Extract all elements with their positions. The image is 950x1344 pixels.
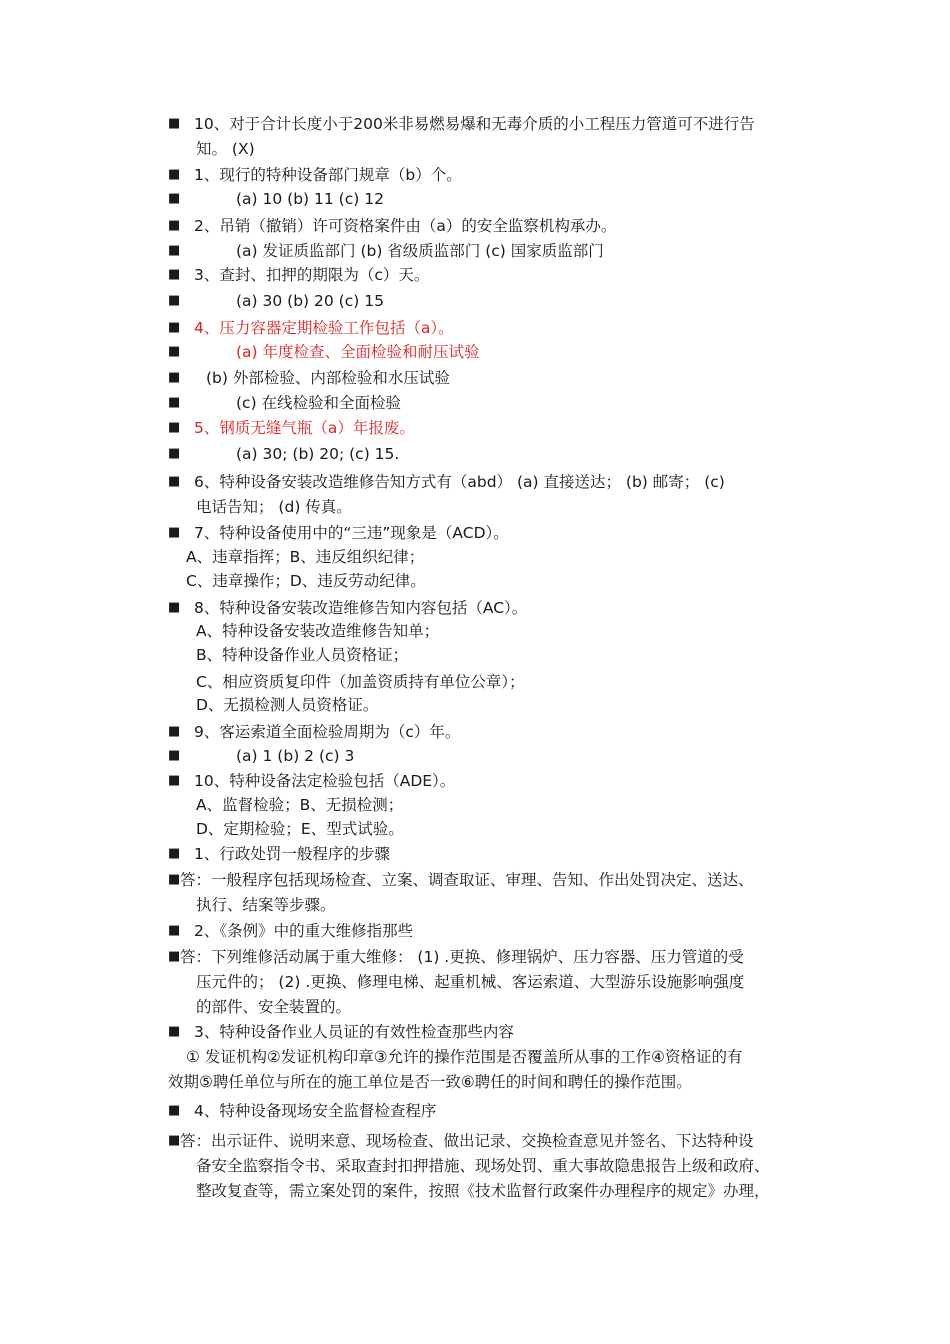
bullet-icon: ■ [168, 525, 181, 540]
options-text: (b) 外部检验、内部检验和水压试验 [206, 369, 450, 387]
question-text-highlighted: 4、压力容器定期检验工作包括（a）。 [194, 319, 454, 337]
question-text: 4、特种设备现场安全监督检查程序 [194, 1102, 437, 1120]
bullet-icon: ■ [168, 724, 181, 739]
question-text: 3、特种设备作业人员证的有效性检查那些内容 [194, 1023, 514, 1041]
continuation-text: 执行、结案等步骤。 [196, 896, 336, 914]
options-text: B、特种设备作业人员资格证； [196, 646, 409, 664]
continuation-text: 的部件、安全装置的。 [196, 998, 352, 1016]
bullet-icon: ■ [168, 218, 181, 233]
bullet-icon: ■ [168, 600, 181, 615]
options-text: (a) 10 (b) 11 (c) 12 [236, 190, 384, 208]
options-text: C、相应资质复印件（加盖资质持有单位公章）； [196, 673, 525, 691]
bullet-icon: ■ [168, 1133, 181, 1148]
options-text: D、定期检验；E、型式试验。 [196, 820, 404, 838]
continuation-text: 备安全监察指令书、采取查封扣押措施、现场处罚、重大事故隐患报告上级和政府、 [196, 1157, 770, 1175]
options-text: (a) 30; (b) 20; (c) 15. [236, 445, 400, 463]
question-text: 10、对于合计长度小于200米非易燃易爆和无毒介质的小工程压力管道可不进行告 [194, 115, 755, 133]
question-text: 1、行政处罚一般程序的步骤 [194, 845, 390, 863]
bullet-icon: ■ [168, 167, 181, 182]
options-text: (a) 发证质监部门 (b) 省级质监部门 (c) 国家质监部门 [236, 242, 604, 260]
answer-text: 答：下列维修活动属于重大维修： (1) .更换、修理锅炉、压力容器、压力管道的受 [180, 948, 744, 966]
bullet-icon: ■ [168, 748, 181, 763]
bullet-icon: ■ [168, 420, 181, 435]
question-text: 2、《条例》中的重大维修指那些 [194, 922, 414, 940]
bullet-icon: ■ [168, 872, 181, 887]
bullet-icon: ■ [168, 446, 181, 461]
options-text: (a) 1 (b) 2 (c) 3 [236, 747, 355, 765]
answer-text: ① 发证机构②发证机构印章③允许的操作范围是否覆盖所从事的工作④资格证的有 [186, 1048, 743, 1066]
question-text: 3、查封、扣押的期限为（c）天。 [194, 266, 430, 284]
question-text: 6、特种设备安装改造维修告知方式有（abd） (a) 直接送达； (b) 邮寄； (c) [194, 473, 725, 491]
bullet-icon: ■ [168, 773, 181, 788]
bullet-icon: ■ [168, 293, 181, 308]
bullet-icon: ■ [168, 1024, 181, 1039]
continuation-text: 知。 (X) [196, 140, 255, 158]
bullet-icon: ■ [168, 474, 181, 489]
question-text: 7、特种设备使用中的“三违”现象是（ACD）。 [194, 524, 509, 542]
question-text: 2、吊销（撤销）许可资格案件由（a）的安全监察机构承办。 [194, 217, 617, 235]
bullet-icon: ■ [168, 243, 181, 258]
question-text: 10、特种设备法定检验包括（ADE）。 [194, 772, 456, 790]
bullet-icon: ■ [168, 949, 181, 964]
options-text: (c) 在线检验和全面检验 [236, 394, 402, 412]
question-text: 8、特种设备安装改造维修告知内容包括（AC）。 [194, 599, 528, 617]
options-text: C、违章操作；D、违反劳动纪律。 [186, 572, 426, 590]
options-text: A、监督检验；B、无损检测； [196, 796, 404, 814]
bullet-icon: ■ [168, 191, 181, 206]
bullet-icon: ■ [168, 370, 181, 385]
continuation-text: 电话告知； (d) 传真。 [196, 498, 352, 516]
continuation-text: 效期⑤聘任单位与所在的施工单位是否一致⑥聘任的时间和聘任的操作范围。 [168, 1073, 692, 1091]
answer-text: 答：一般程序包括现场检查、立案、调查取证、审理、告知、作出处罚决定、送达、 [180, 871, 754, 889]
bullet-icon: ■ [168, 267, 181, 282]
answer-text: 答：出示证件、说明来意、现场检查、做出记录、交换检查意见并签名、下达特种设 [180, 1132, 754, 1150]
question-text-highlighted: 5、钢质无缝气瓶（a）年报废。 [194, 419, 415, 437]
options-text: A、特种设备安装改造维修告知单； [196, 622, 440, 640]
bullet-icon: ■ [168, 1103, 181, 1118]
bullet-icon: ■ [168, 923, 181, 938]
continuation-text: 整改复查等，需立案处罚的案件，按照《技术监督行政案件办理程序的规定》办理， [196, 1182, 770, 1200]
continuation-text: 压元件的； (2) .更换、修理电梯、起重机械、客运索道、大型游乐设施影响强度 [196, 973, 745, 991]
bullet-icon: ■ [168, 846, 181, 861]
options-text: D、无损检测人员资格证。 [196, 696, 379, 714]
bullet-icon: ■ [168, 320, 181, 335]
bullet-icon: ■ [168, 395, 181, 410]
bullet-icon: ■ [168, 344, 181, 359]
options-text: (a) 30 (b) 20 (c) 15 [236, 292, 384, 310]
bullet-icon: ■ [168, 116, 181, 131]
question-text: 1、现行的特种设备部门规章（b）个。 [194, 166, 462, 184]
options-text: A、违章指挥；B、违反组织纪律； [186, 548, 425, 566]
options-text-highlighted: (a) 年度检查、全面检验和耐压试验 [236, 343, 480, 361]
question-text: 9、客运索道全面检验周期为（c）年。 [194, 723, 461, 741]
